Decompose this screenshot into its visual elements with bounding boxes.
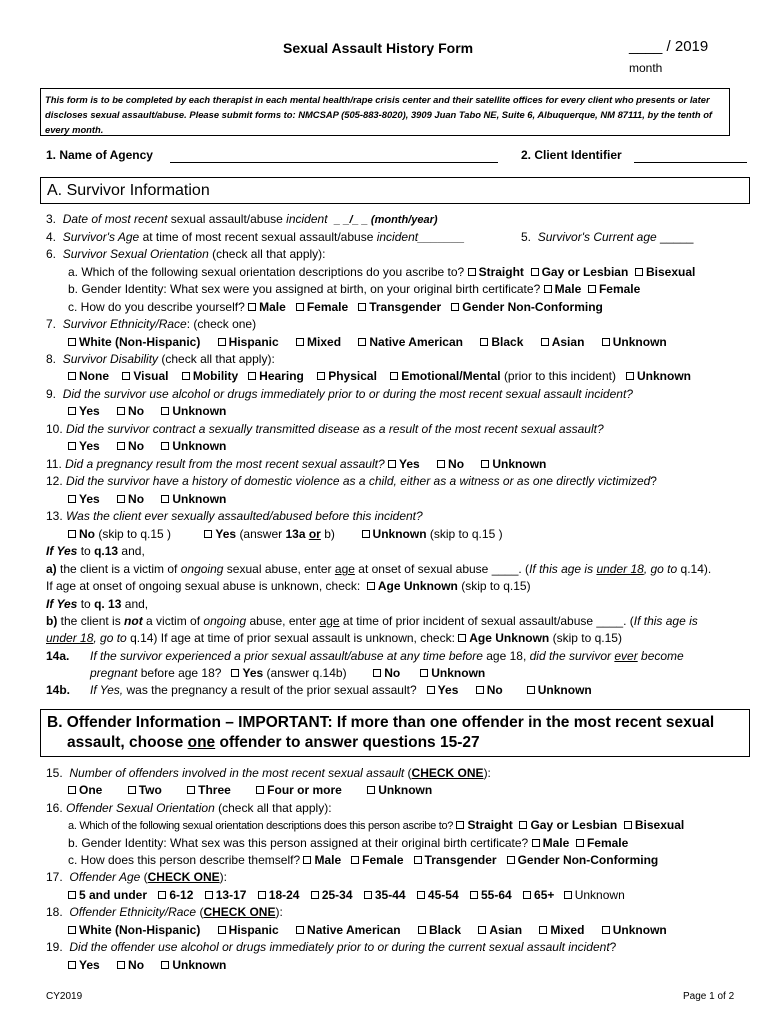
q6c-opt-gnc[interactable]: Gender Non-Conforming bbox=[451, 300, 603, 314]
checkbox-icon[interactable] bbox=[481, 460, 489, 468]
q7-opt-unknown[interactable]: Unknown bbox=[602, 335, 667, 349]
checkbox-icon[interactable] bbox=[626, 372, 634, 380]
q15-opt-four-more[interactable]: Four or more bbox=[256, 783, 342, 797]
q10-text: Did the survivor contract a sexually transmitted disease as a result of the most recent sexual assault? bbox=[66, 422, 604, 436]
q13-text: Was the client ever sexually assaulted/abused before this incident? bbox=[66, 509, 423, 523]
q8-opt-hearing[interactable]: Hearing bbox=[248, 369, 304, 383]
section-a-header bbox=[40, 177, 750, 204]
q17-opt-25-34[interactable]: 25-34 bbox=[311, 888, 353, 902]
q5-age-input[interactable]: _____ bbox=[660, 230, 694, 244]
checkbox-icon[interactable] bbox=[367, 582, 375, 590]
q13a-unknown-line: If age at onset of ongoing sexual abuse is unknown, check: Age Unknown (skip to q.15) bbox=[46, 579, 531, 593]
agency-label: 1. Name of Agency bbox=[46, 148, 153, 162]
q8-options bbox=[68, 368, 691, 385]
checkbox-icon[interactable] bbox=[117, 961, 125, 969]
q3-c: incident bbox=[286, 212, 328, 226]
checkbox-icon[interactable] bbox=[161, 407, 169, 415]
q8-opt-none[interactable]: None bbox=[68, 369, 109, 383]
checkbox-icon[interactable] bbox=[68, 442, 76, 450]
q16b-opt-female[interactable]: Female bbox=[576, 836, 628, 850]
q13a-age-unknown[interactable]: Age Unknown bbox=[367, 579, 458, 593]
q9-opt-yes[interactable]: Yes bbox=[68, 404, 100, 418]
checkbox-icon[interactable] bbox=[358, 338, 366, 346]
checkbox-icon[interactable] bbox=[68, 372, 76, 380]
checkbox-icon[interactable] bbox=[451, 303, 459, 311]
checkbox-icon[interactable] bbox=[531, 268, 539, 276]
checkbox-icon[interactable] bbox=[296, 926, 304, 934]
q13 bbox=[46, 508, 423, 525]
q8-a: Survivor Disability bbox=[62, 352, 159, 366]
checkbox-icon[interactable] bbox=[258, 891, 266, 899]
q8-note: (prior to this incident) bbox=[503, 369, 616, 383]
q13-opt-no[interactable]: No (skip to q.15 ) bbox=[68, 527, 171, 541]
checkbox-icon[interactable] bbox=[68, 407, 76, 415]
checkbox-icon[interactable] bbox=[68, 786, 76, 794]
q11-num: 11. bbox=[46, 457, 62, 471]
instructions-text: This form is to be completed by each therapist in each mental health/rape crisis center and their satellite offices for every client who presents or later discloses sexual assault/abuse. Please submit forms to: NMCSAP (505-883-8020), 3909 Juan Tabo NE, Suite 6, Albuquerque, NM 87111, by the tenth of every month. bbox=[45, 94, 713, 135]
q6a-text: a. Which of the following sexual orientation descriptions do you ascribe to? bbox=[68, 265, 465, 279]
q18-opt-black[interactable]: Black bbox=[418, 923, 461, 937]
instructions-box bbox=[40, 88, 730, 136]
q14a-num: 14a. bbox=[46, 649, 70, 663]
q9 bbox=[46, 386, 633, 403]
q16a-opt-bisexual[interactable]: Bisexual bbox=[624, 818, 684, 832]
if-yes-13-b: If Yes to q. 13 and, bbox=[46, 597, 149, 611]
checkbox-icon[interactable] bbox=[296, 338, 304, 346]
agency-input[interactable] bbox=[170, 162, 498, 163]
q8-opt-physical[interactable]: Physical bbox=[317, 369, 377, 383]
q19-opt-yes[interactable]: Yes bbox=[68, 958, 100, 972]
checkbox-icon[interactable] bbox=[122, 372, 130, 380]
q16: 16. Offender Sexual Orientation (check all that apply): bbox=[46, 801, 332, 815]
q16c-opt-male[interactable]: Male bbox=[303, 853, 341, 867]
checkbox-icon[interactable] bbox=[317, 372, 325, 380]
q14b: If Yes, was the pregnancy a result of the prior sexual assault? Yes No Unknown bbox=[90, 683, 592, 697]
q6b-text: b. Gender Identity: What sex were you assigned at birth, on your original birth certificate? bbox=[68, 282, 541, 296]
q10-options bbox=[68, 438, 226, 455]
checkbox-icon[interactable] bbox=[311, 891, 319, 899]
checkbox-icon[interactable] bbox=[532, 839, 540, 847]
checkbox-icon[interactable] bbox=[204, 530, 212, 538]
q10-opt-yes[interactable]: Yes bbox=[68, 439, 100, 453]
q4-a: Survivor's Age bbox=[62, 230, 140, 244]
q14a-line2: pregnant before age 18? Yes (answer q.14b) No Unknown bbox=[90, 666, 486, 680]
checkbox-icon[interactable] bbox=[218, 338, 226, 346]
checkbox-icon[interactable] bbox=[527, 686, 535, 694]
q7-options bbox=[68, 334, 667, 351]
checkbox-icon[interactable] bbox=[128, 786, 136, 794]
q3-a: Date of most recent bbox=[62, 212, 168, 226]
q12 bbox=[46, 473, 657, 490]
q17-opt-unknown[interactable]: Unknown bbox=[564, 888, 625, 902]
q6-num: 6. bbox=[46, 247, 57, 261]
footer-year: CY2019 bbox=[46, 991, 83, 1002]
checkbox-icon[interactable] bbox=[635, 268, 643, 276]
q8-opt-mobility[interactable]: Mobility bbox=[182, 369, 238, 383]
q8-num: 8. bbox=[46, 352, 57, 366]
q6b-opt-male[interactable]: Male bbox=[544, 282, 582, 296]
q13-opt-unknown[interactable]: Unknown (skip to q.15 ) bbox=[362, 527, 503, 541]
q15-opt-three[interactable]: Three bbox=[187, 783, 231, 797]
form-title: Sexual Assault History Form bbox=[283, 40, 474, 56]
q11-text: Did a pregnancy result from the most recent sexual assault? bbox=[65, 457, 385, 471]
checkbox-icon[interactable] bbox=[519, 821, 527, 829]
q16a-opt-straight[interactable]: Straight bbox=[456, 818, 512, 832]
q13b-unknown-line: under 18, go to q.14) If age at time of prior sexual assault is unknown, check: Age Unknown (skip to q.15) bbox=[46, 631, 622, 645]
q9-text: Did the survivor use alcohol or drugs immediately prior to or during the most recent sexual assault incident? bbox=[62, 387, 633, 401]
checkbox-icon[interactable] bbox=[296, 303, 304, 311]
q15-options bbox=[68, 782, 432, 799]
q14b-opt-no[interactable]: No bbox=[476, 683, 503, 697]
q14a: If the survivor experienced a prior sexual assault/abuse at any time before age 18, did the survivor ever become bbox=[90, 649, 684, 663]
q8-b: (check all that apply): bbox=[161, 352, 275, 366]
q15-opt-unknown[interactable]: Unknown bbox=[367, 783, 432, 797]
q9-options bbox=[68, 403, 226, 420]
q17: 17. Offender Age (CHECK ONE): bbox=[46, 870, 227, 884]
checkbox-icon[interactable] bbox=[437, 460, 445, 468]
checkbox-icon[interactable] bbox=[624, 821, 632, 829]
q18: 18. Offender Ethnicity/Race (CHECK ONE): bbox=[46, 905, 283, 919]
q8-opt-unknown[interactable]: Unknown bbox=[626, 369, 691, 383]
q9-num: 9. bbox=[46, 387, 57, 401]
q12-opt-unknown[interactable]: Unknown bbox=[161, 492, 226, 506]
q17-opt-45-54[interactable]: 45-54 bbox=[417, 888, 459, 902]
q10 bbox=[46, 421, 604, 438]
q7-opt-mixed[interactable]: Mixed bbox=[296, 335, 341, 349]
q6-b: (check all that apply): bbox=[212, 247, 326, 261]
checkbox-icon[interactable] bbox=[576, 839, 584, 847]
q14b-opt-yes[interactable]: Yes bbox=[427, 683, 459, 697]
q18-opt-native-american[interactable]: Native American bbox=[296, 923, 401, 937]
q4 bbox=[46, 229, 465, 246]
q7-b: : (check one) bbox=[186, 317, 257, 331]
checkbox-icon[interactable] bbox=[602, 338, 610, 346]
q6-a: Survivor Sexual Orientation bbox=[62, 247, 209, 261]
checkbox-icon[interactable] bbox=[161, 442, 169, 450]
checkbox-icon[interactable] bbox=[539, 926, 547, 934]
q17-opt-65-plus[interactable]: 65+ bbox=[523, 888, 554, 902]
q16b-opt-male[interactable]: Male bbox=[532, 836, 570, 850]
checkbox-icon[interactable] bbox=[388, 460, 396, 468]
q12-text: Did the survivor have a history of domestic violence as a child, either as a witness or as one directly victimized bbox=[66, 474, 651, 488]
section-b-line2: assault, choose one offender to answer questions 15-27 bbox=[67, 734, 480, 751]
q4-age-input[interactable]: incident_______ bbox=[376, 230, 465, 244]
q7-a: Survivor Ethnicity/Race bbox=[62, 317, 187, 331]
checkbox-icon[interactable] bbox=[476, 686, 484, 694]
checkbox-icon[interactable] bbox=[418, 926, 426, 934]
checkbox-icon[interactable] bbox=[602, 926, 610, 934]
q13-options bbox=[68, 526, 503, 543]
checkbox-icon[interactable] bbox=[68, 530, 76, 538]
q13-opt-yes[interactable]: Yes (answer 13a or b) bbox=[204, 527, 334, 541]
checkbox-icon[interactable] bbox=[456, 821, 464, 829]
checkbox-icon[interactable] bbox=[256, 786, 264, 794]
checkbox-icon[interactable] bbox=[218, 926, 226, 934]
checkbox-icon[interactable] bbox=[117, 407, 125, 415]
q6b bbox=[68, 281, 640, 298]
checkbox-icon[interactable] bbox=[373, 669, 381, 677]
q14a-opt-no[interactable]: No bbox=[373, 666, 400, 680]
checkbox-icon[interactable] bbox=[231, 669, 239, 677]
q6c-opt-female[interactable]: Female bbox=[296, 300, 348, 314]
checkbox-icon[interactable] bbox=[303, 856, 311, 864]
checkbox-icon[interactable] bbox=[478, 926, 486, 934]
q7-opt-black[interactable]: Black bbox=[480, 335, 523, 349]
q3-num: 3. bbox=[46, 212, 57, 226]
q14b-opt-unknown[interactable]: Unknown bbox=[527, 683, 592, 697]
checkbox-icon[interactable] bbox=[564, 891, 572, 899]
q14b-num: 14b. bbox=[46, 683, 71, 697]
checkbox-icon[interactable] bbox=[182, 372, 190, 380]
section-b-line1: B. Offender Information – IMPORTANT: If more than one offender in the most recent sexual bbox=[47, 714, 715, 731]
q8-opt-visual[interactable]: Visual bbox=[122, 369, 168, 383]
q18-opt-unknown[interactable]: Unknown bbox=[602, 923, 667, 937]
form-date[interactable]: ____ / 2019 bbox=[629, 38, 709, 55]
checkbox-icon[interactable] bbox=[68, 338, 76, 346]
q7-opt-hispanic[interactable]: Hispanic bbox=[218, 335, 279, 349]
q16a-opt-gay-lesbian[interactable]: Gay or Lesbian bbox=[519, 818, 617, 832]
checkbox-icon[interactable] bbox=[248, 372, 256, 380]
checkbox-icon[interactable] bbox=[187, 786, 195, 794]
q6a-opt-bisexual[interactable]: Bisexual bbox=[635, 265, 695, 279]
checkbox-icon[interactable] bbox=[351, 856, 359, 864]
checkbox-icon[interactable] bbox=[161, 495, 169, 503]
q10-opt-no[interactable]: No bbox=[117, 439, 144, 453]
q3-date-input[interactable]: _ _/_ _ (month/year) bbox=[334, 214, 438, 226]
q9-opt-unknown[interactable]: Unknown bbox=[161, 404, 226, 418]
q7-opt-white[interactable]: White (Non-Hispanic) bbox=[68, 335, 200, 349]
q15: 15. Number of offenders involved in the most recent sexual assault (CHECK ONE): bbox=[46, 766, 491, 780]
checkbox-icon[interactable] bbox=[390, 372, 398, 380]
checkbox-icon[interactable] bbox=[117, 442, 125, 450]
q5-a: Survivor's Current age bbox=[537, 230, 657, 244]
q6c-opt-transgender[interactable]: Transgender bbox=[358, 300, 441, 314]
q16b: b. Gender Identity: What sex was this person assigned at their original birth certificate? Male Female bbox=[68, 836, 629, 850]
checkbox-icon[interactable] bbox=[248, 303, 256, 311]
q17-opt-55-64[interactable]: 55-64 bbox=[470, 888, 512, 902]
q11-opt-no[interactable]: No bbox=[437, 457, 464, 471]
q16a: a. Which of the following sexual orientation descriptions does this person ascribe to? Straight Gay or Lesbian Bisexual bbox=[68, 818, 685, 832]
section-a-title: A. Survivor Information bbox=[47, 182, 210, 199]
checkbox-icon[interactable] bbox=[470, 891, 478, 899]
q3-b: sexual assault/abuse bbox=[170, 212, 283, 226]
q12-options bbox=[68, 491, 226, 508]
checkbox-icon[interactable] bbox=[588, 285, 596, 293]
checkbox-icon[interactable] bbox=[68, 495, 76, 503]
checkbox-icon[interactable] bbox=[480, 338, 488, 346]
q14a-opt-unknown[interactable]: Unknown bbox=[420, 666, 485, 680]
checkbox-icon[interactable] bbox=[68, 926, 76, 934]
q18-opt-hispanic[interactable]: Hispanic bbox=[218, 923, 279, 937]
checkbox-icon[interactable] bbox=[117, 495, 125, 503]
month-label: month bbox=[629, 61, 663, 75]
q6c bbox=[68, 299, 603, 316]
checkbox-icon[interactable] bbox=[362, 530, 370, 538]
q17-options bbox=[68, 887, 625, 904]
q18-opt-asian[interactable]: Asian bbox=[478, 923, 522, 937]
q11-opt-yes[interactable]: Yes bbox=[388, 457, 420, 471]
q6 bbox=[46, 246, 326, 263]
checkbox-icon[interactable] bbox=[161, 961, 169, 969]
q16c: c. How does this person describe themself? Male Female Transgender Gender Non-Conforming bbox=[68, 853, 659, 867]
checkbox-icon[interactable] bbox=[468, 268, 476, 276]
q19: 19. Did the offender use alcohol or drugs immediately prior to or during the current sexual assault incident? bbox=[46, 940, 617, 954]
client-identifier-label: 2. Client Identifier bbox=[521, 148, 622, 162]
q6c-opt-male[interactable]: Male bbox=[248, 300, 286, 314]
q8-opt-emotional[interactable]: Emotional/Mental bbox=[390, 369, 500, 383]
q17-opt-35-44[interactable]: 35-44 bbox=[364, 888, 406, 902]
q6c-text: c. How do you describe yourself? bbox=[68, 300, 245, 314]
q12-num: 12. bbox=[46, 474, 63, 488]
q19-options bbox=[68, 957, 226, 974]
q9-opt-no[interactable]: No bbox=[117, 404, 144, 418]
q12-opt-yes[interactable]: Yes bbox=[68, 492, 100, 506]
q17-opt-5-under[interactable]: 5 and under bbox=[68, 888, 147, 902]
q16c-opt-transgender[interactable]: Transgender bbox=[414, 853, 497, 867]
q7 bbox=[46, 316, 256, 333]
q17-opt-18-24[interactable]: 18-24 bbox=[258, 888, 300, 902]
q12-end: ? bbox=[650, 474, 657, 488]
checkbox-icon[interactable] bbox=[417, 891, 425, 899]
q7-opt-asian[interactable]: Asian bbox=[541, 335, 585, 349]
q6a-opt-straight[interactable]: Straight bbox=[468, 265, 524, 279]
checkbox-icon[interactable] bbox=[544, 285, 552, 293]
q11 bbox=[46, 456, 546, 473]
q7-num: 7. bbox=[46, 317, 57, 331]
q10-num: 10. bbox=[46, 422, 63, 436]
q16c-opt-female[interactable]: Female bbox=[351, 853, 403, 867]
q19-opt-unknown[interactable]: Unknown bbox=[161, 958, 226, 972]
q12-opt-no[interactable]: No bbox=[117, 492, 144, 506]
q17-opt-6-12[interactable]: 6-12 bbox=[158, 888, 193, 902]
q4-num: 4. bbox=[46, 230, 57, 244]
checkbox-icon[interactable] bbox=[541, 338, 549, 346]
checkbox-icon[interactable] bbox=[205, 891, 213, 899]
q18-opt-mixed[interactable]: Mixed bbox=[539, 923, 584, 937]
if-yes-13-a: If Yes to q.13 and, bbox=[46, 544, 145, 558]
q8 bbox=[46, 351, 275, 368]
q18-options bbox=[68, 922, 667, 939]
checkbox-icon[interactable] bbox=[507, 856, 515, 864]
q11-opt-unknown[interactable]: Unknown bbox=[481, 457, 546, 471]
client-identifier-input[interactable] bbox=[634, 162, 747, 163]
q4-b: at time of most recent sexual assault/abuse bbox=[142, 230, 374, 244]
q7-opt-native-american[interactable]: Native American bbox=[358, 335, 463, 349]
q16c-opt-gnc[interactable]: Gender Non-Conforming bbox=[507, 853, 659, 867]
q17-opt-13-17[interactable]: 13-17 bbox=[205, 888, 247, 902]
q15-opt-two[interactable]: Two bbox=[128, 783, 162, 797]
q19-opt-no[interactable]: No bbox=[117, 958, 144, 972]
q10-opt-unknown[interactable]: Unknown bbox=[161, 439, 226, 453]
q13-num: 13. bbox=[46, 509, 63, 523]
q13a-line: a) the client is a victim of ongoing sexual abuse, enter age at onset of sexual abuse ____. (If this age is under 18, go to q.14). bbox=[46, 562, 712, 576]
q13b-line: b) the client is not a victim of ongoing abuse, enter age at time of prior incident of sexual assault/abuse ____. (If this age is bbox=[46, 614, 698, 628]
checkbox-icon[interactable] bbox=[427, 686, 435, 694]
checkbox-icon[interactable] bbox=[68, 961, 76, 969]
q14a-opt-yes[interactable]: Yes (answer q.14b) bbox=[231, 666, 346, 680]
q3 bbox=[46, 211, 438, 229]
q6a bbox=[68, 264, 695, 281]
q18-opt-white[interactable]: White (Non-Hispanic) bbox=[68, 923, 200, 937]
q13b-age-unknown[interactable]: Age Unknown bbox=[458, 631, 549, 645]
checkbox-icon[interactable] bbox=[414, 856, 422, 864]
q6a-opt-gay-lesbian[interactable]: Gay or Lesbian bbox=[531, 265, 629, 279]
checkbox-icon[interactable] bbox=[364, 891, 372, 899]
q15-opt-one[interactable]: One bbox=[68, 783, 102, 797]
checkbox-icon[interactable] bbox=[458, 634, 466, 642]
q5-num: 5. bbox=[521, 230, 532, 244]
footer-page-number: Page 1 of 2 bbox=[683, 991, 735, 1002]
checkbox-icon[interactable] bbox=[420, 669, 428, 677]
section-b-header bbox=[40, 709, 750, 757]
checkbox-icon[interactable] bbox=[523, 891, 531, 899]
q6b-opt-female[interactable]: Female bbox=[588, 282, 640, 296]
checkbox-icon[interactable] bbox=[158, 891, 166, 899]
q5 bbox=[521, 229, 693, 246]
checkbox-icon[interactable] bbox=[367, 786, 375, 794]
checkbox-icon[interactable] bbox=[358, 303, 366, 311]
checkbox-icon[interactable] bbox=[68, 891, 76, 899]
